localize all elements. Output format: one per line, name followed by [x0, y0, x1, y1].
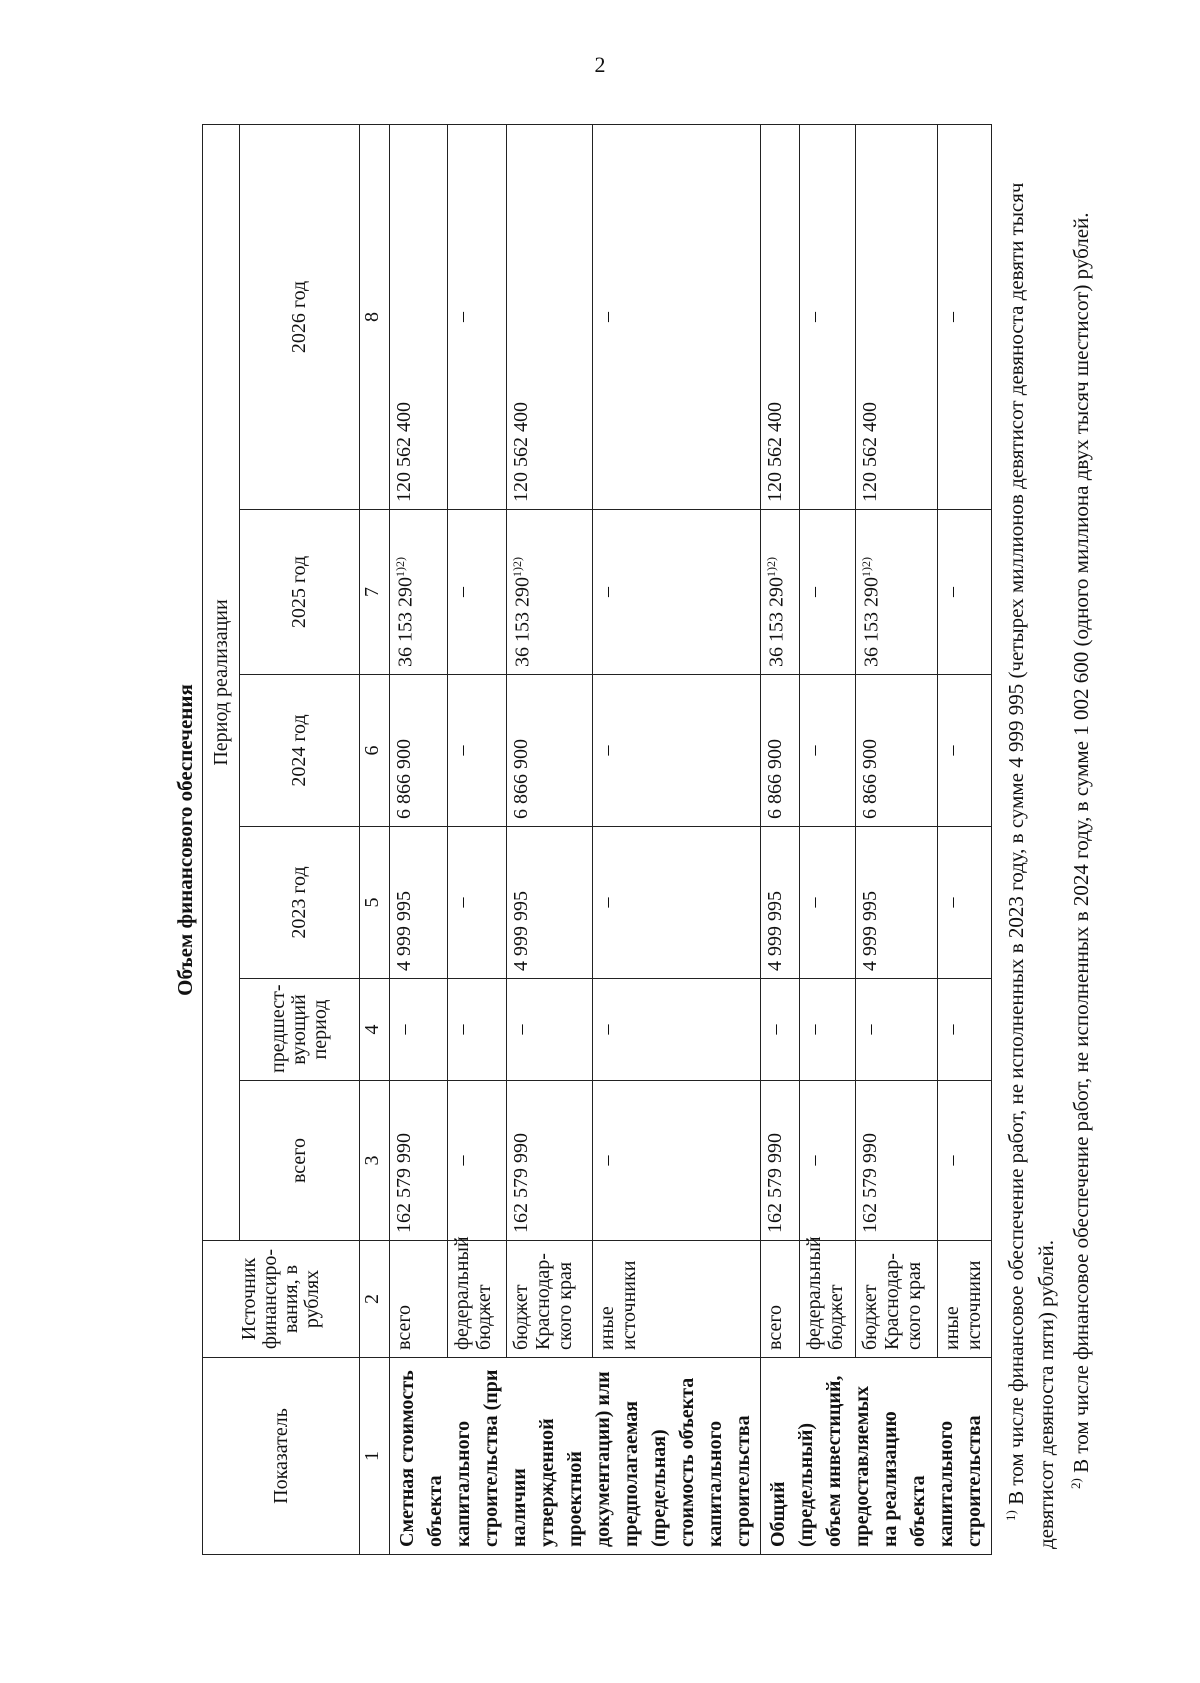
previous-cell: – — [506, 979, 593, 1081]
previous-cell: – — [855, 979, 938, 1081]
y2023-cell: 4 999 995 — [855, 827, 938, 979]
column-number: 8 — [360, 124, 390, 509]
source-cell: иные источники — [938, 1241, 992, 1358]
y2026-cell: – — [448, 124, 506, 509]
source-cell: иные источники — [593, 1241, 761, 1358]
y2024-cell: – — [448, 675, 506, 827]
table-row — [938, 124, 992, 1554]
y2024-cell: – — [800, 675, 856, 827]
header-period: Период реализации — [203, 124, 240, 1240]
y2023-cell: 4 999 995 — [390, 827, 448, 979]
table-row — [593, 124, 761, 1554]
table-row — [800, 124, 856, 1554]
footnote-text: В том числе финансовое обеспечение работ, не исполненных в 2024 году, в сумме 1 002 600 (одного миллиона двух тысяч шестисот) рублей. — [1069, 212, 1093, 1473]
source-cell: федеральный бюджет — [448, 1241, 506, 1358]
footnote-mark: 2) — [1068, 1478, 1083, 1489]
y2026-cell: 120 562 400 — [506, 124, 593, 509]
y2024-cell: 6 866 900 — [761, 675, 800, 827]
total-cell: – — [448, 1081, 506, 1241]
y2025-value: 36 153 290 — [394, 577, 417, 667]
y2024-cell: – — [593, 675, 761, 827]
total-cell: 162 579 990 — [761, 1081, 800, 1241]
footnote-ref: 1)2) — [858, 557, 873, 577]
previous-cell: – — [761, 979, 800, 1081]
y2023-cell: – — [800, 827, 856, 979]
y2023-cell: – — [448, 827, 506, 979]
indicator-label: Сметная стоимость объекта капитального строительства (при наличии утвержденной проектной документации) или предполагаемая (предельная) стоимость объекта капитального строительства — [390, 1358, 761, 1555]
previous-cell: – — [938, 979, 992, 1081]
y2023-cell: 4 999 995 — [506, 827, 593, 979]
total-cell: – — [938, 1081, 992, 1241]
y2023-cell: 4 999 995 — [761, 827, 800, 979]
y2025-value: 36 153 290 — [511, 577, 534, 667]
header-previous: предшест-вующий период — [240, 979, 360, 1081]
indicator-label: Общий (предельный) объем инвестиций, предоставляемых на реализацию объекта капитального строительства — [761, 1358, 992, 1555]
y2025-cell: – — [800, 510, 856, 675]
financing-table — [202, 124, 992, 1555]
header-source: Источник финансиро-вания, в рублях — [203, 1241, 360, 1358]
y2025-cell: – — [593, 510, 761, 675]
source-cell: бюджет Краснодар-ского края — [506, 1241, 593, 1358]
previous-cell: – — [448, 979, 506, 1081]
y2026-cell: – — [938, 124, 992, 509]
y2026-cell: – — [800, 124, 856, 509]
previous-cell: – — [390, 979, 448, 1081]
y2025-value: 36 153 290 — [765, 577, 788, 667]
y2024-cell: – — [938, 675, 992, 827]
column-number: 1 — [360, 1358, 390, 1555]
y2024-cell: 6 866 900 — [855, 675, 938, 827]
y2025-cell: – — [938, 510, 992, 675]
source-cell: федеральный бюджет — [800, 1241, 856, 1358]
total-cell: – — [593, 1081, 761, 1241]
y2024-cell: 6 866 900 — [506, 675, 593, 827]
footnote-text: В том числе финансовое обеспечение работ, не исполненных в 2023 году, в сумме 4 999 995 (четырех миллионов девятисот девяноста девяти тысяч девятисот девяноста пяти) рублей. — [1004, 182, 1058, 1549]
header-2025: 2025 год — [240, 510, 360, 675]
y2025-cell — [390, 510, 448, 675]
column-number: 3 — [360, 1081, 390, 1241]
previous-cell: – — [593, 979, 761, 1081]
column-number: 7 — [360, 510, 390, 675]
column-number: 2 — [360, 1241, 390, 1358]
header-total: всего — [240, 1081, 360, 1241]
y2026-cell: 120 562 400 — [761, 124, 800, 509]
y2026-cell: – — [593, 124, 761, 509]
y2025-cell — [506, 510, 593, 675]
column-number: 6 — [360, 675, 390, 827]
column-number-row — [360, 124, 390, 1554]
source-cell: всего — [390, 1241, 448, 1358]
y2025-cell — [855, 510, 938, 675]
column-number: 5 — [360, 827, 390, 979]
table-row — [506, 124, 593, 1554]
header-row-top — [203, 124, 240, 1554]
header-2024: 2024 год — [240, 675, 360, 827]
footnote-ref: 1)2) — [764, 557, 778, 577]
table-row — [855, 124, 938, 1554]
footnote-ref: 1)2) — [393, 557, 407, 577]
header-2023: 2023 год — [240, 827, 360, 979]
y2023-cell: – — [938, 827, 992, 979]
table-row — [448, 124, 506, 1554]
table-row — [761, 124, 800, 1554]
table-row — [390, 124, 448, 1554]
footnote-ref: 1)2) — [509, 557, 524, 577]
y2026-cell: 120 562 400 — [855, 124, 938, 509]
footnote-1 — [996, 125, 1061, 1549]
y2025-cell: – — [448, 510, 506, 675]
footnote-mark: 1) — [1003, 1510, 1018, 1521]
header-indicator: Показатель — [203, 1358, 360, 1555]
source-cell: бюджет Краснодар-ского края — [855, 1241, 938, 1358]
page-number: 2 — [594, 52, 606, 77]
total-cell: 162 579 990 — [390, 1081, 448, 1241]
source-cell: всего — [761, 1241, 800, 1358]
footnote-2 — [1061, 125, 1096, 1549]
total-cell: 162 579 990 — [855, 1081, 938, 1241]
y2026-cell: 120 562 400 — [390, 124, 448, 509]
column-number: 4 — [360, 979, 390, 1081]
y2023-cell: – — [593, 827, 761, 979]
table-heading: Объем финансового обеспечения — [173, 684, 197, 996]
header-2026: 2026 год — [240, 124, 360, 509]
table-body — [203, 124, 992, 1554]
footnotes — [992, 125, 1096, 1555]
total-cell: – — [800, 1081, 856, 1241]
y2025-value: 36 153 290 — [860, 577, 883, 667]
rotated-table-block — [168, 125, 1104, 1555]
total-cell: 162 579 990 — [506, 1081, 593, 1241]
previous-cell: – — [800, 979, 856, 1081]
y2024-cell: 6 866 900 — [390, 675, 448, 827]
y2025-cell — [761, 510, 800, 675]
